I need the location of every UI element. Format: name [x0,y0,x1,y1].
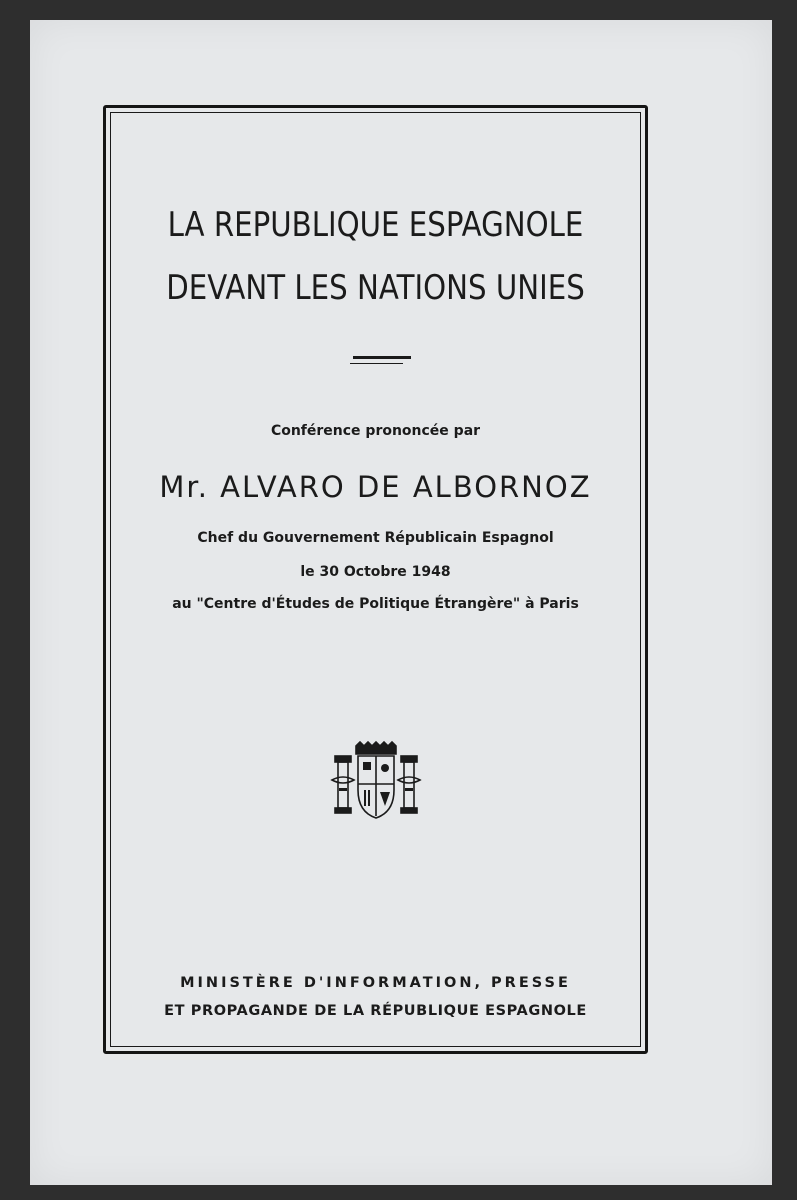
conference-date: le 30 Octobre 1948 [300,564,451,580]
ministry-line-2: ET PROPAGANDE DE LA RÉPUBLIQUE ESPAGNOLE [164,1003,587,1019]
conference-venue: au "Centre d'Études de Politique Étrangère" à Paris [172,596,579,612]
speaker-name: Mr. ALVARO DE ALBORNOZ [159,470,592,504]
title-line-2: DEVANT LES NATIONS UNIES [166,268,585,308]
ministry-line-1: MINISTÈRE D'INFORMATION, PRESSE [180,975,571,991]
title-line-1: LA REPUBLIQUE ESPAGNOLE [167,205,584,245]
title-divider-thick [353,356,411,359]
coat-of-arms-icon [330,740,422,820]
title-divider-thin [350,363,403,364]
speaker-role: Chef du Gouvernement Républicain Espagnol [197,530,554,546]
conference-intro: Conférence prononcée par [270,423,481,439]
